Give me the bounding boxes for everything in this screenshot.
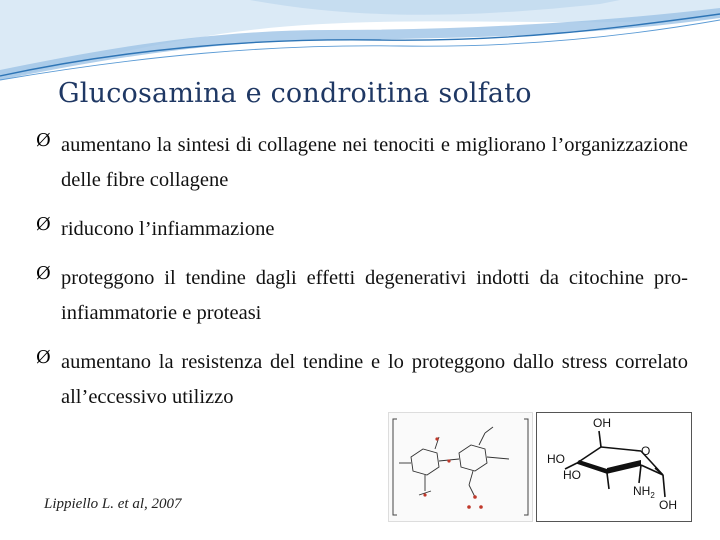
bullet-text: proteggono il tendine dagli effetti degenerativi indotti da citochine pro-infiammatorie e proteasi: [61, 267, 688, 324]
bullet-item: [36, 212, 688, 247]
bullet-text: riducono l’infiammazione: [61, 218, 275, 240]
bullet-item: [36, 128, 688, 198]
arrow-bullet-icon: Ø: [36, 263, 51, 284]
bullet-item: [36, 345, 688, 415]
nh2-label: $NH_2$: [633, 484, 655, 500]
bullet-item: [36, 261, 688, 331]
ho-lower-label: HO: [563, 468, 581, 482]
bullet-list: [36, 128, 688, 429]
chondroitin-sulfate-structure-image: [388, 412, 533, 522]
header-decoration: [0, 0, 720, 90]
citation: Lippiello L. et al, 2007: [44, 496, 182, 512]
oh-right-label: OH: [659, 498, 677, 512]
bullet-text: aumentano la resistenza del tendine e lo proteggono dallo stress correlato all’eccessivo utilizzo: [61, 351, 688, 408]
arrow-bullet-icon: Ø: [36, 214, 51, 235]
ring-oxygen-label: O: [641, 444, 651, 458]
arrow-bullet-icon: Ø: [36, 347, 51, 368]
bullet-text: aumentano la sintesi di collagene nei tenociti e migliorano l’organizzazione delle fibre collagene: [61, 134, 688, 191]
ho-upper-label: HO: [547, 452, 565, 466]
slide-title: Glucosamina e condroitina solfato: [58, 78, 532, 109]
oh-top-label: OH: [593, 416, 611, 430]
arrow-bullet-icon: Ø: [36, 130, 51, 151]
glucosamine-structure-image: [536, 412, 692, 522]
